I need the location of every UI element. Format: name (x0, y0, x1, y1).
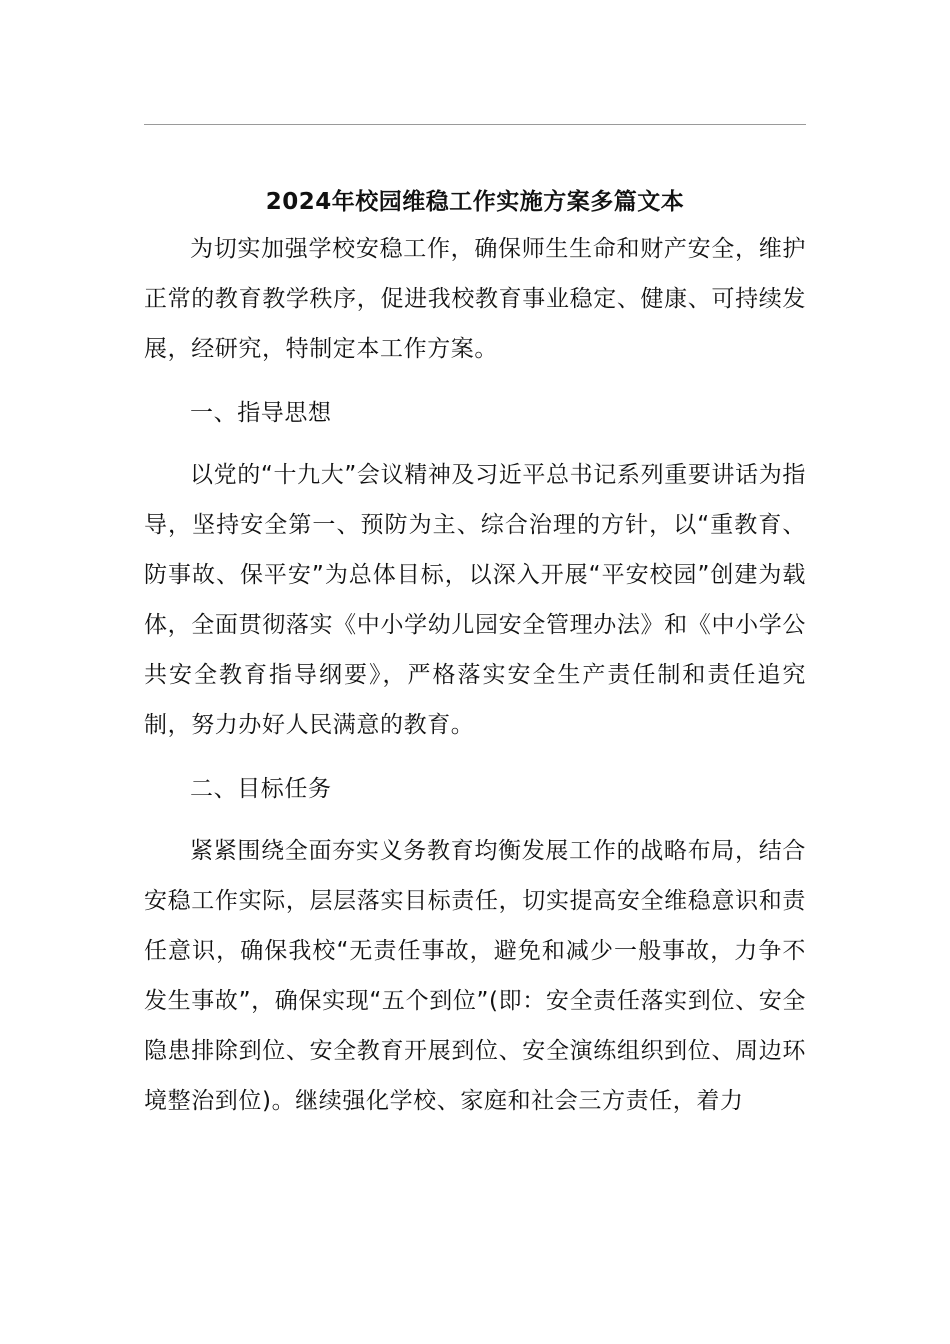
header-divider (144, 124, 806, 125)
intro-paragraph: 为切实加强学校安稳工作，确保师生生命和财产安全，维护正常的教育教学秩序，促进我校教育事业稳定、健康、可持续发展，经研究，特制定本工作方案。 (144, 236, 806, 362)
section-heading-guiding-ideology: 一、指导思想 (190, 400, 332, 426)
section-paragraph-goals-tasks: 紧紧围绕全面夯实义务教育均衡发展工作的战略布局，结合安稳工作实际，层层落实目标责任，切实提高安全维稳意识和责任意识，确保我校“无责任事故，避免和减少一般事故，力争不发生事故”，确保实现“五个到位”(即：安全责任落实到位、安全隐患排除到位、安全教育开展到位、安全演练组织到位、周边环境整治到位)。继续强化学校、家庭和社会三方责任，着力 (144, 838, 806, 1114)
document-title: 2024年校园维稳工作实施方案多篇文本 (265, 189, 685, 215)
section-paragraph-guiding-ideology: 以党的“十九大”会议精神及习近平总书记系列重要讲话为指导，坚持安全第一、预防为主、综合治理的方针，以“重教育、防事故、保平安”为总体目标，以深入开展“平安校园”创建为载体，全面贯彻落实《中小学幼儿园安全管理办法》和《中小学公共安全教育指导纲要》，严格落实安全生产责任制和责任追究制，努力办好人民满意的教育。 (144, 462, 806, 738)
section-heading-goals-tasks: 二、目标任务 (190, 776, 332, 802)
